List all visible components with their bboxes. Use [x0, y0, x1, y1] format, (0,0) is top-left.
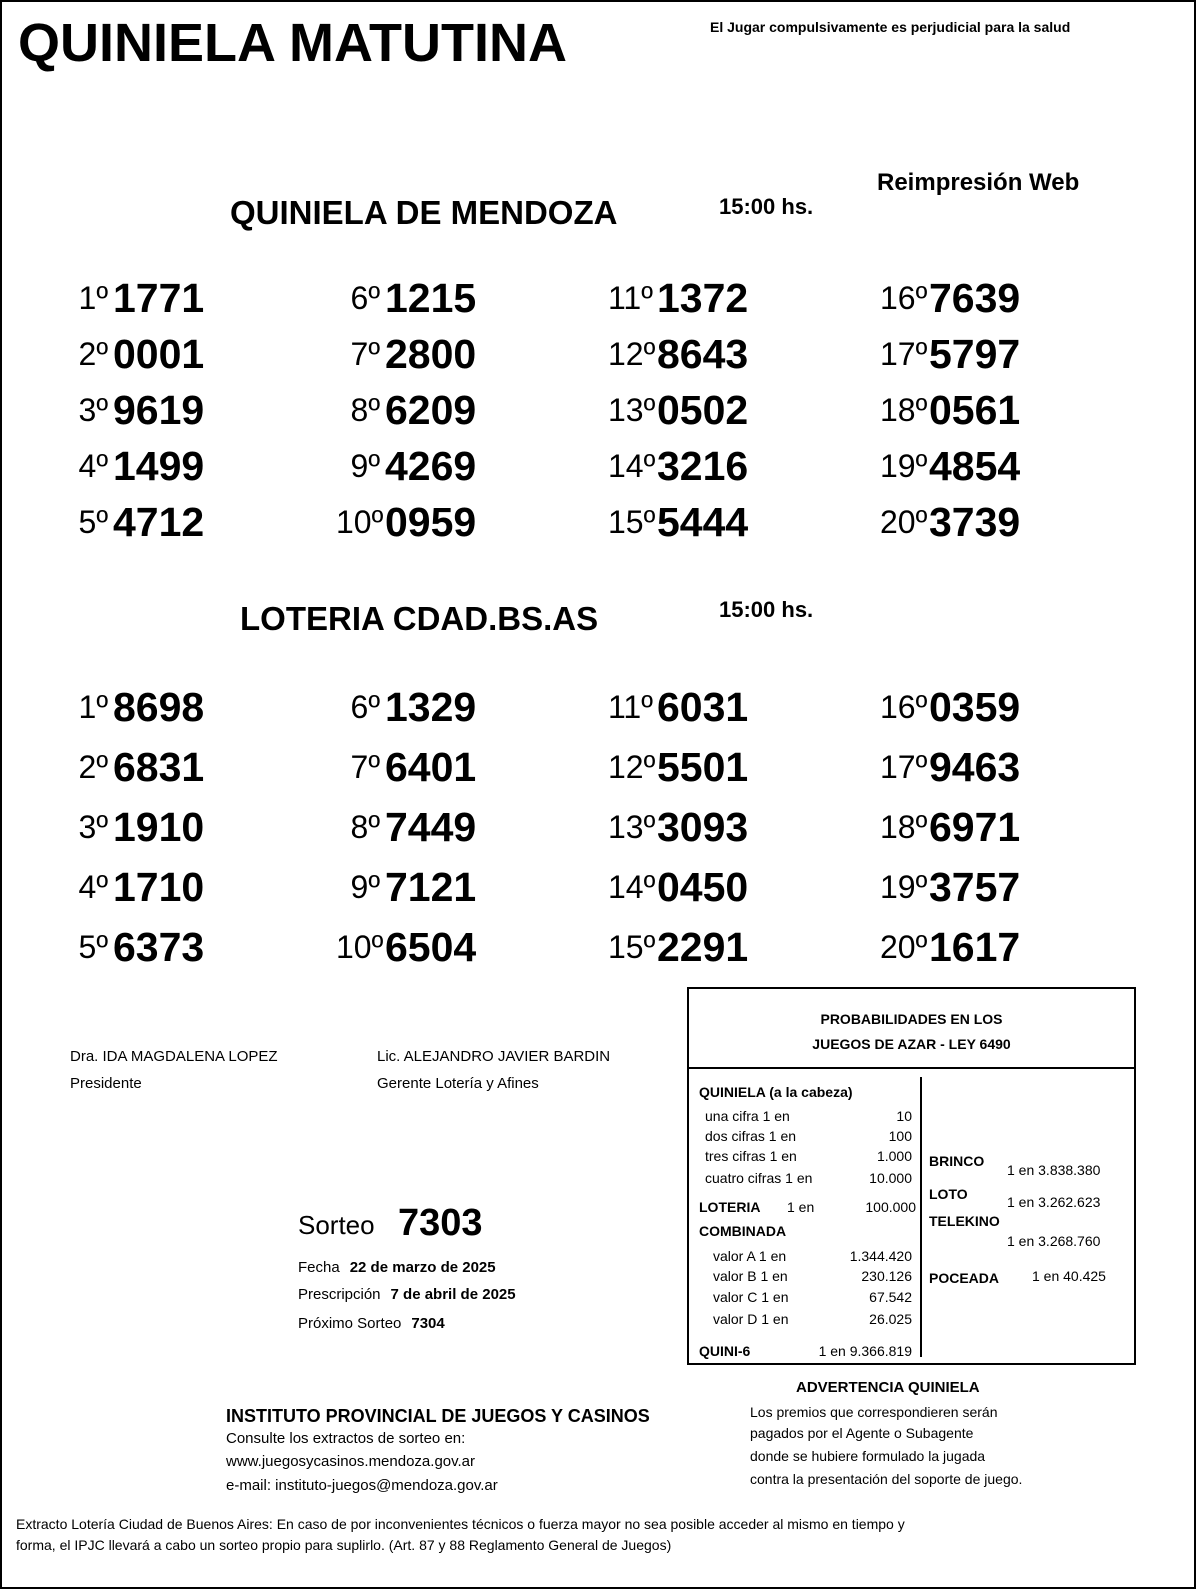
result-entry — [608, 438, 880, 494]
result-entry — [64, 270, 336, 326]
result-position: 7º — [350, 748, 380, 785]
result-entry — [336, 799, 608, 855]
result-entry — [64, 382, 336, 438]
prescripcion-value: 7 de abril de 2025 — [390, 1286, 516, 1303]
result-entry — [64, 679, 336, 735]
result-position: 17º — [880, 335, 928, 372]
result-position: 13º — [608, 391, 656, 428]
fecha-row — [298, 1259, 496, 1276]
result-number: 8643 — [657, 330, 749, 377]
brinco-prob-value: 1 en 3.838.380 — [1007, 1162, 1101, 1178]
result-position: 2º — [78, 335, 108, 372]
footer-line: Extracto Lotería Ciudad de Buenos Aires: En caso de por inconvenientes técnicos o fuerza mayor no sea posible acceder al mismo en tiempo y — [16, 1516, 905, 1532]
result-number: 1910 — [113, 803, 205, 850]
result-number: 9619 — [113, 386, 205, 433]
prob-label: valor D 1 en — [713, 1311, 789, 1327]
result-position: 14º — [608, 447, 656, 484]
result-position: 12º — [608, 748, 656, 785]
result-number: 6031 — [657, 683, 749, 730]
probabilities-subtitle: JUEGOS DE AZAR - LEY 6490 — [812, 1036, 1011, 1052]
brinco-prob-label: BRINCO — [929, 1153, 985, 1169]
result-number: 3093 — [657, 803, 749, 850]
result-position: 4º — [78, 447, 108, 484]
probabilities-title: PROBABILIDADES EN LOS — [820, 1011, 1003, 1027]
result-position: 13º — [608, 808, 656, 845]
section-title-mendoza: QUINIELA DE MENDOZA — [230, 194, 618, 231]
result-entry — [608, 859, 880, 915]
result-position: 12º — [608, 335, 656, 372]
result-number: 6373 — [113, 923, 205, 970]
results-grid-mendoza — [64, 270, 1064, 550]
result-position: 5º — [78, 928, 108, 965]
result-entry — [64, 326, 336, 382]
prescripcion-row — [298, 1286, 516, 1303]
result-number: 5444 — [657, 498, 749, 545]
result-number: 0959 — [385, 498, 477, 545]
prob-label: valor C 1 en — [713, 1289, 789, 1305]
result-number: 0561 — [929, 386, 1021, 433]
result-position: 4º — [78, 868, 108, 905]
fecha-label: Fecha — [298, 1259, 340, 1276]
result-position: 10º — [336, 503, 384, 540]
footer-note — [16, 1514, 1176, 1556]
result-number: 9463 — [929, 743, 1021, 790]
result-position: 9º — [350, 447, 380, 484]
result-entry — [608, 270, 880, 326]
result-position: 19º — [880, 447, 928, 484]
footer-line: forma, el IPJC llevará a cabo un sorteo propio para suplirlo. (Art. 87 y 88 Reglamento General de Juegos) — [16, 1537, 672, 1553]
result-entry — [64, 494, 336, 550]
result-entry — [880, 799, 1064, 855]
loteria-prob-value: 100.000 — [865, 1199, 916, 1215]
result-position: 14º — [608, 868, 656, 905]
result-entry — [880, 739, 1064, 795]
quini6-prob-value: 1 en 9.366.819 — [818, 1343, 912, 1359]
result-entry — [608, 739, 880, 795]
prob-value: 10.000 — [869, 1170, 912, 1186]
result-number: 0001 — [113, 330, 205, 377]
prescripcion-label: Prescripción — [298, 1286, 381, 1303]
result-number: 1329 — [385, 683, 477, 730]
prob-label: valor B 1 en — [713, 1268, 788, 1284]
result-position: 18º — [880, 808, 928, 845]
prob-value: 100 — [888, 1128, 912, 1144]
result-number: 4269 — [385, 442, 477, 489]
result-position: 20º — [880, 503, 928, 540]
result-position: 10º — [336, 928, 384, 965]
result-number: 1771 — [113, 274, 205, 321]
probabilities-header — [689, 989, 1134, 1069]
result-position: 6º — [350, 688, 380, 725]
result-position: 8º — [350, 391, 380, 428]
prob-label: dos cifras 1 en — [705, 1128, 797, 1144]
result-position: 3º — [78, 808, 108, 845]
result-position: 11º — [608, 688, 653, 725]
result-number: 1499 — [113, 442, 205, 489]
result-number: 7449 — [385, 803, 477, 850]
result-entry — [64, 799, 336, 855]
loteria-prob-label: LOTERIA — [699, 1199, 761, 1215]
result-number: 0450 — [657, 863, 749, 910]
result-position: 3º — [78, 391, 108, 428]
result-position: 9º — [350, 868, 380, 905]
quini6-prob-label: QUINI-6 — [699, 1343, 751, 1359]
result-position: 11º — [608, 279, 653, 316]
quiniela-prob-title: QUINIELA (a la cabeza) — [699, 1084, 853, 1100]
result-entry — [608, 679, 880, 735]
prob-label: una cifra 1 en — [705, 1108, 790, 1124]
prob-value: 26.025 — [869, 1311, 912, 1327]
prob-value: 10 — [896, 1108, 912, 1124]
signature-role: Presidente — [70, 1075, 142, 1092]
result-position: 19º — [880, 868, 928, 905]
result-number: 2291 — [657, 923, 749, 970]
result-entry — [880, 382, 1064, 438]
result-number: 6504 — [385, 923, 477, 970]
result-number: 4854 — [929, 442, 1021, 489]
result-position: 17º — [880, 748, 928, 785]
result-position: 1º — [78, 688, 108, 725]
prob-value: 1.000 — [876, 1148, 912, 1164]
page-title: QUINIELA MATUTINA — [18, 13, 567, 73]
institute-website: www.juegosycasinos.mendoza.gov.ar — [226, 1453, 476, 1470]
result-position: 18º — [880, 391, 928, 428]
loto-prob-value: 1 en 3.262.623 — [1007, 1194, 1101, 1210]
result-number: 6209 — [385, 386, 477, 433]
loteria-prob-en: 1 en — [787, 1199, 815, 1215]
sorteo-label: Sorteo — [298, 1210, 375, 1240]
prob-value: 230.126 — [861, 1268, 912, 1284]
result-number: 5797 — [929, 330, 1021, 377]
result-entry — [64, 859, 336, 915]
institute-title: INSTITUTO PROVINCIAL DE JUEGOS Y CASINOS — [226, 1406, 650, 1426]
result-number: 5501 — [657, 743, 749, 790]
result-position: 1º — [78, 279, 108, 316]
results-grid-buenos-aires — [64, 679, 1064, 979]
result-number: 3739 — [929, 498, 1021, 545]
result-position: 5º — [78, 503, 108, 540]
result-position: 20º — [880, 928, 928, 965]
result-position: 16º — [880, 688, 928, 725]
result-number: 8698 — [113, 683, 205, 730]
result-number: 6971 — [929, 803, 1021, 850]
result-number: 3757 — [929, 863, 1021, 910]
combinada-prob-title: COMBINADA — [699, 1223, 787, 1239]
prob-label: valor A 1 en — [713, 1248, 787, 1264]
telekino-prob-label: TELEKINO — [929, 1213, 1000, 1229]
signature-name: Dra. IDA MAGDALENA LOPEZ — [70, 1048, 278, 1065]
result-entry — [336, 438, 608, 494]
result-position: 2º — [78, 748, 108, 785]
prob-label: tres cifras 1 en — [705, 1148, 797, 1164]
advertencia-line: donde se hubiere formulado la jugada — [750, 1448, 986, 1464]
section-time-mendoza: 15:00 hs. — [719, 194, 814, 219]
result-entry — [336, 859, 608, 915]
result-number: 1617 — [929, 923, 1021, 970]
proximo-value: 7304 — [411, 1315, 445, 1332]
result-entry — [608, 382, 880, 438]
result-number: 6401 — [385, 743, 477, 790]
signature-name: Lic. ALEJANDRO JAVIER BARDIN — [377, 1048, 611, 1065]
advertencia-title: ADVERTENCIA QUINIELA — [796, 1379, 980, 1396]
result-entry — [64, 739, 336, 795]
result-number: 7639 — [929, 274, 1021, 321]
loto-prob-label: LOTO — [929, 1186, 968, 1202]
result-entry — [880, 679, 1064, 735]
result-position: 8º — [350, 808, 380, 845]
poceada-prob-label: POCEADA — [929, 1270, 1000, 1286]
probabilities-box — [687, 987, 1136, 1365]
result-entry — [336, 919, 608, 975]
result-number: 7121 — [385, 863, 477, 910]
advertencia-line: pagados por el Agente o Subagente — [750, 1425, 974, 1441]
telekino-prob-value: 1 en 3.268.760 — [1007, 1233, 1101, 1249]
result-number: 4712 — [113, 498, 205, 545]
prob-value: 67.542 — [869, 1289, 912, 1305]
result-number: 3216 — [657, 442, 749, 489]
result-number: 2800 — [385, 330, 477, 377]
result-entry — [336, 739, 608, 795]
result-position: 7º — [350, 335, 380, 372]
advertencia-line: contra la presentación del soporte de juego. — [750, 1471, 1023, 1487]
result-number: 1215 — [385, 274, 477, 321]
result-position: 6º — [350, 279, 380, 316]
section-time-buenos-aires: 15:00 hs. — [719, 597, 814, 622]
section-title-buenos-aires: LOTERIA CDAD.BS.AS — [240, 600, 599, 637]
result-entry — [64, 438, 336, 494]
result-number: 0359 — [929, 683, 1021, 730]
result-entry — [880, 270, 1064, 326]
result-entry — [880, 919, 1064, 975]
result-entry — [880, 859, 1064, 915]
poceada-prob-value: 1 en 40.425 — [1032, 1268, 1106, 1284]
result-entry — [336, 326, 608, 382]
proximo-row — [298, 1315, 445, 1332]
result-entry — [336, 494, 608, 550]
result-entry — [64, 919, 336, 975]
result-position: 15º — [608, 928, 656, 965]
result-number: 1710 — [113, 863, 205, 910]
advertencia-line: Los premios que correspondieren serán — [750, 1404, 998, 1420]
sorteo-number: 7303 — [398, 1202, 483, 1244]
result-position: 16º — [880, 279, 928, 316]
result-entry — [608, 494, 880, 550]
result-number: 6831 — [113, 743, 205, 790]
prob-value: 1.344.420 — [849, 1248, 912, 1264]
result-entry — [880, 438, 1064, 494]
result-number: 0502 — [657, 386, 749, 433]
institute-email: e-mail: instituto-juegos@mendoza.gov.ar — [226, 1477, 498, 1494]
result-entry — [608, 799, 880, 855]
signature-role: Gerente Lotería y Afines — [377, 1075, 539, 1092]
result-entry — [608, 919, 880, 975]
result-entry — [608, 326, 880, 382]
result-position: 15º — [608, 503, 656, 540]
health-warning: El Jugar compulsivamente es perjudicial para la salud — [710, 19, 1071, 35]
probabilities-divider — [920, 1077, 922, 1357]
result-entry — [336, 679, 608, 735]
prob-label: cuatro cifras 1 en — [705, 1170, 813, 1186]
result-entry — [880, 326, 1064, 382]
institute-line: Consulte los extractos de sorteo en: — [226, 1430, 466, 1447]
result-entry — [880, 494, 1064, 550]
reprint-label: Reimpresión Web — [877, 169, 1080, 196]
result-entry — [336, 270, 608, 326]
proximo-label: Próximo Sorteo — [298, 1315, 402, 1332]
result-entry — [336, 382, 608, 438]
fecha-value: 22 de marzo de 2025 — [349, 1259, 496, 1276]
result-number: 1372 — [657, 274, 749, 321]
